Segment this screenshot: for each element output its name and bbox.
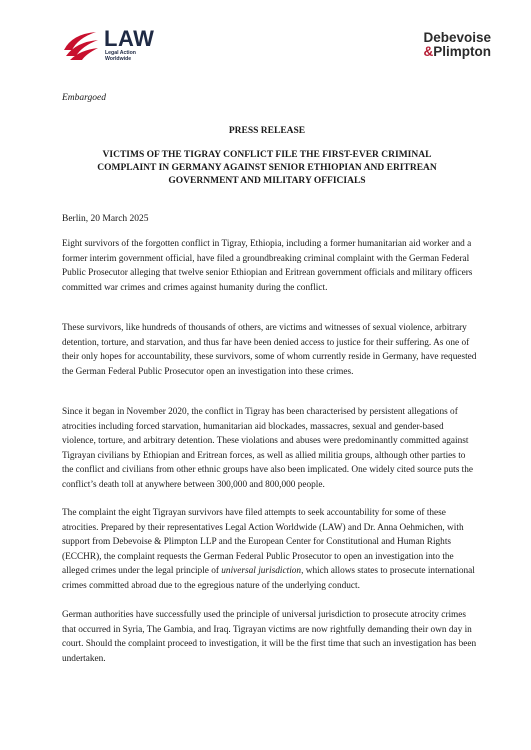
dp-logo-line1: Debevoise — [423, 30, 491, 45]
headline-line: VICTIMS OF THE TIGRAY CONFLICT FILE THE FIRST-EVER CRIMINAL — [102, 150, 432, 160]
paragraph-2: These survivors, like hundreds of thousands of others, are victims and witnesses of sexual violence, arbitrary detention, torture, and starvation, and thus far have been denied access to justice for their suffering. As one of their only hopes for accountability, these survivors, some of whom currently reside in Germany, have requested the German Federal Public Prosecutor open an investigation into these crimes. — [62, 323, 477, 377]
paragraph-5: German authorities have successfully used the principle of universal jurisdiction to prosecute atrocity crimes that occurred in Syria, The Gambia, and Iraq. Tigrayan victims are now rightfully demanding their own day in court. Should the complaint proceed to investigation, it will be the first time that such an investigation has been undertaken. — [62, 610, 477, 664]
headline-line: GOVERNMENT AND MILITARY OFFICIALS — [168, 176, 366, 186]
law-swoosh-icon — [62, 28, 100, 60]
headline-line: COMPLAINT IN GERMANY AGAINST SENIOR ETHIOPIAN AND ERITREAN — [97, 163, 437, 173]
debevoise-plimpton-logo — [423, 31, 491, 59]
dp-logo-line2: &Plimpton — [423, 44, 491, 59]
press-release-label: PRESS RELEASE — [228, 126, 306, 136]
paragraph-3: Since it began in November 2020, the conflict in Tigray has been characterised by persistent allegations of atrocities including forced starvation, humanitarian aid blockades, massacres, sexual and gender-based violence, torture, and arbitrary detention. These violations and abuses were predominantly committed against Tigrayan civilians by Ethiopian and Eritrean forces, as well as allied militia groups, although other parties to the conflict and civilians from other ethnic groups have also been implicated. One widely cited source puts the conflict’s death toll at anywhere between 300,000 and 800,000 people. — [62, 407, 474, 490]
paragraph-1: Eight survivors of the forgotten conflict in Tigray, Ethiopia, including a former humanitarian aid worker and a former interim government official, have filed a groundbreaking criminal complaint with the German Federal Public Prosecutor alleging that twelve senior Ethiopian and Eritrean government officials and military officers committed war crimes and crimes against humanity during the conflict. — [62, 239, 473, 293]
law-logo-subtitle: Legal Action Worldwide — [105, 50, 136, 62]
dateline: Berlin, 20 March 2025 — [62, 214, 149, 224]
paragraph-4: The complaint the eight Tigrayan survivors have filed attempts to seek accountability for some of these atrocities. Prepared by their representatives Legal Action Worldwide (LAW) and Dr. Anna Oehmichen, with support from Debevoise & Plimpton LLP and the European Center for Constitutional and Human Rights (ECCHR), the complaint requests the German Federal Public Prosecutor to open an investigation into the alleged crimes under the legal principle of universal jurisdiction, which allows states to prosecute international crimes committed abroad due to the egregious nature of the underlying conduct. — [62, 508, 475, 591]
law-logo — [62, 28, 172, 64]
embargo-notice: Embargoed — [62, 93, 106, 103]
headline — [62, 149, 472, 188]
law-logo-text: LAW — [104, 26, 155, 51]
universal-jurisdiction-term: universal jurisdiction — [221, 566, 302, 577]
